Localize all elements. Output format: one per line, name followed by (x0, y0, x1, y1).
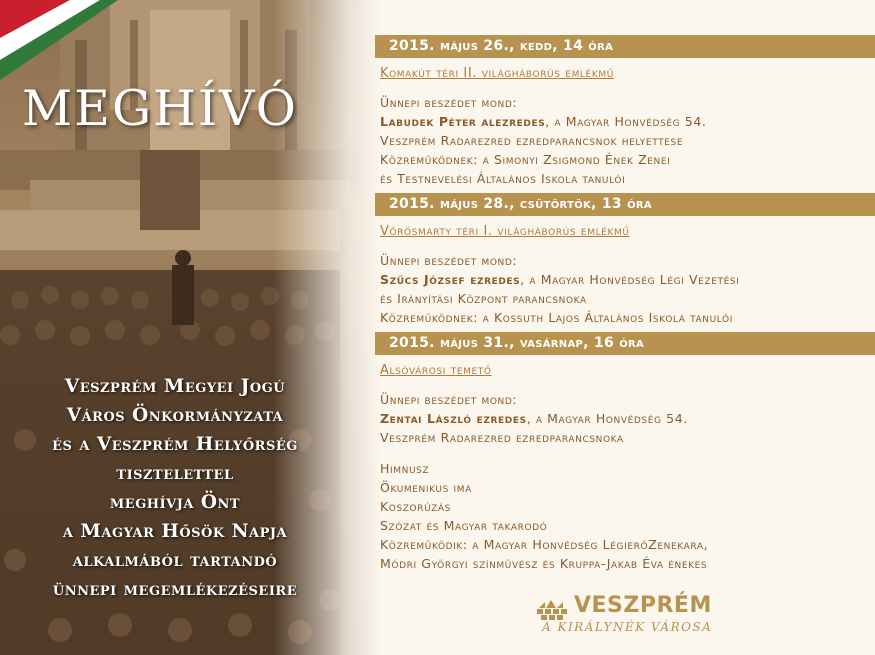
crown-icon (537, 598, 571, 622)
invitation-line: ünnepi megemlékezéseire (52, 579, 298, 600)
speaker-line (380, 112, 875, 131)
program-item: Ökumenikus ima (380, 480, 472, 495)
invitation-line: tisztelettel (116, 463, 234, 484)
invitation-line: és a Veszprém Helyőrség (52, 434, 298, 455)
speech-label: Ünnepi beszédet mond: (380, 392, 518, 407)
event-detail-line: Közreműködnek: a Simonyi Zsigmond Ének Zenei (380, 152, 671, 167)
event-date: 2015. május 31. (389, 335, 510, 351)
event-detail-line: Veszprém Radarezred ezredparancsnoka (380, 430, 624, 445)
invitation-line: Veszprém Megyei Jogú (64, 376, 286, 397)
event-section-1 (375, 35, 875, 188)
speaker-name: Labudek Péter alezredes (380, 114, 546, 129)
event-date-bar (375, 35, 875, 58)
invitation-line: Város Önkormányzata (66, 405, 284, 426)
spacer (375, 452, 875, 459)
speaker-line (380, 270, 875, 289)
invitation-text (0, 372, 350, 604)
event-detail-line: Közreműködnek: a Kossuth Lajos Általános Iskola tanulói (380, 310, 733, 325)
invitation-line: a Magyar Hősök Napja (62, 521, 288, 542)
event-venue-link[interactable]: Komakút téri II. világháborús emlékmű (380, 66, 614, 81)
speaker-name: Szűcs József ezredes (380, 272, 521, 287)
program-item: Közreműködik: a Magyar Honvédség LégierőZenekara, (380, 537, 709, 552)
event-day-time: , csütörtök, 13 óra (509, 196, 652, 212)
event-day-time: , vasárnap, 16 óra (509, 335, 645, 351)
program-list (375, 459, 875, 573)
event-list (375, 35, 875, 573)
speech-label: Ünnepi beszédet mond: (380, 95, 518, 110)
program-item: Módri Györgyi színművész és Kruppa-Jakab Éva énekes (380, 556, 708, 571)
event-section-3 (375, 332, 875, 447)
event-detail-line: Veszprém Radarezred ezredparancsnok helyettese (380, 133, 684, 148)
logo-tagline: A KIRÁLYNÉK VÁROSA (542, 620, 713, 634)
event-venue-link[interactable]: Alsóvárosi temető (380, 363, 492, 378)
event-detail-line: és Irányítási Központ parancsnoka (380, 291, 587, 306)
page-title: MEGHÍVÓ (22, 80, 298, 137)
speaker-name: Zentai László ezredes (380, 411, 527, 426)
event-date-bar (375, 193, 875, 216)
program-item: Szózat és Magyar takarodó (380, 518, 548, 533)
speech-label: Ünnepi beszédet mond: (380, 253, 518, 268)
event-venue-link[interactable]: Vörösmarty téri I. világháborús emlékmű (380, 224, 630, 239)
event-date: 2015. május 28. (389, 196, 510, 212)
event-detail-line: és Testnevelési Általános Iskola tanulói (380, 171, 626, 186)
invitation-line: meghívja Önt (109, 492, 241, 513)
event-section-2 (375, 193, 875, 327)
event-day-time: , kedd, 14 óra (509, 38, 614, 54)
event-date: 2015. május 26. (389, 38, 510, 54)
program-item: Koszorúzás (380, 499, 451, 514)
logo-name: VESZPRÉM (574, 593, 712, 618)
speaker-title: , a Magyar Honvédség 54. (545, 114, 707, 129)
speaker-title: , a Magyar Honvédség 54. (526, 411, 688, 426)
speaker-title: , a Magyar Honvédség Légi Vezetési (520, 272, 740, 287)
event-date-bar (375, 332, 875, 355)
speaker-line (380, 409, 875, 428)
invitation-line: alkalmából tartandó (72, 550, 278, 571)
program-item: Himnusz (380, 461, 430, 476)
